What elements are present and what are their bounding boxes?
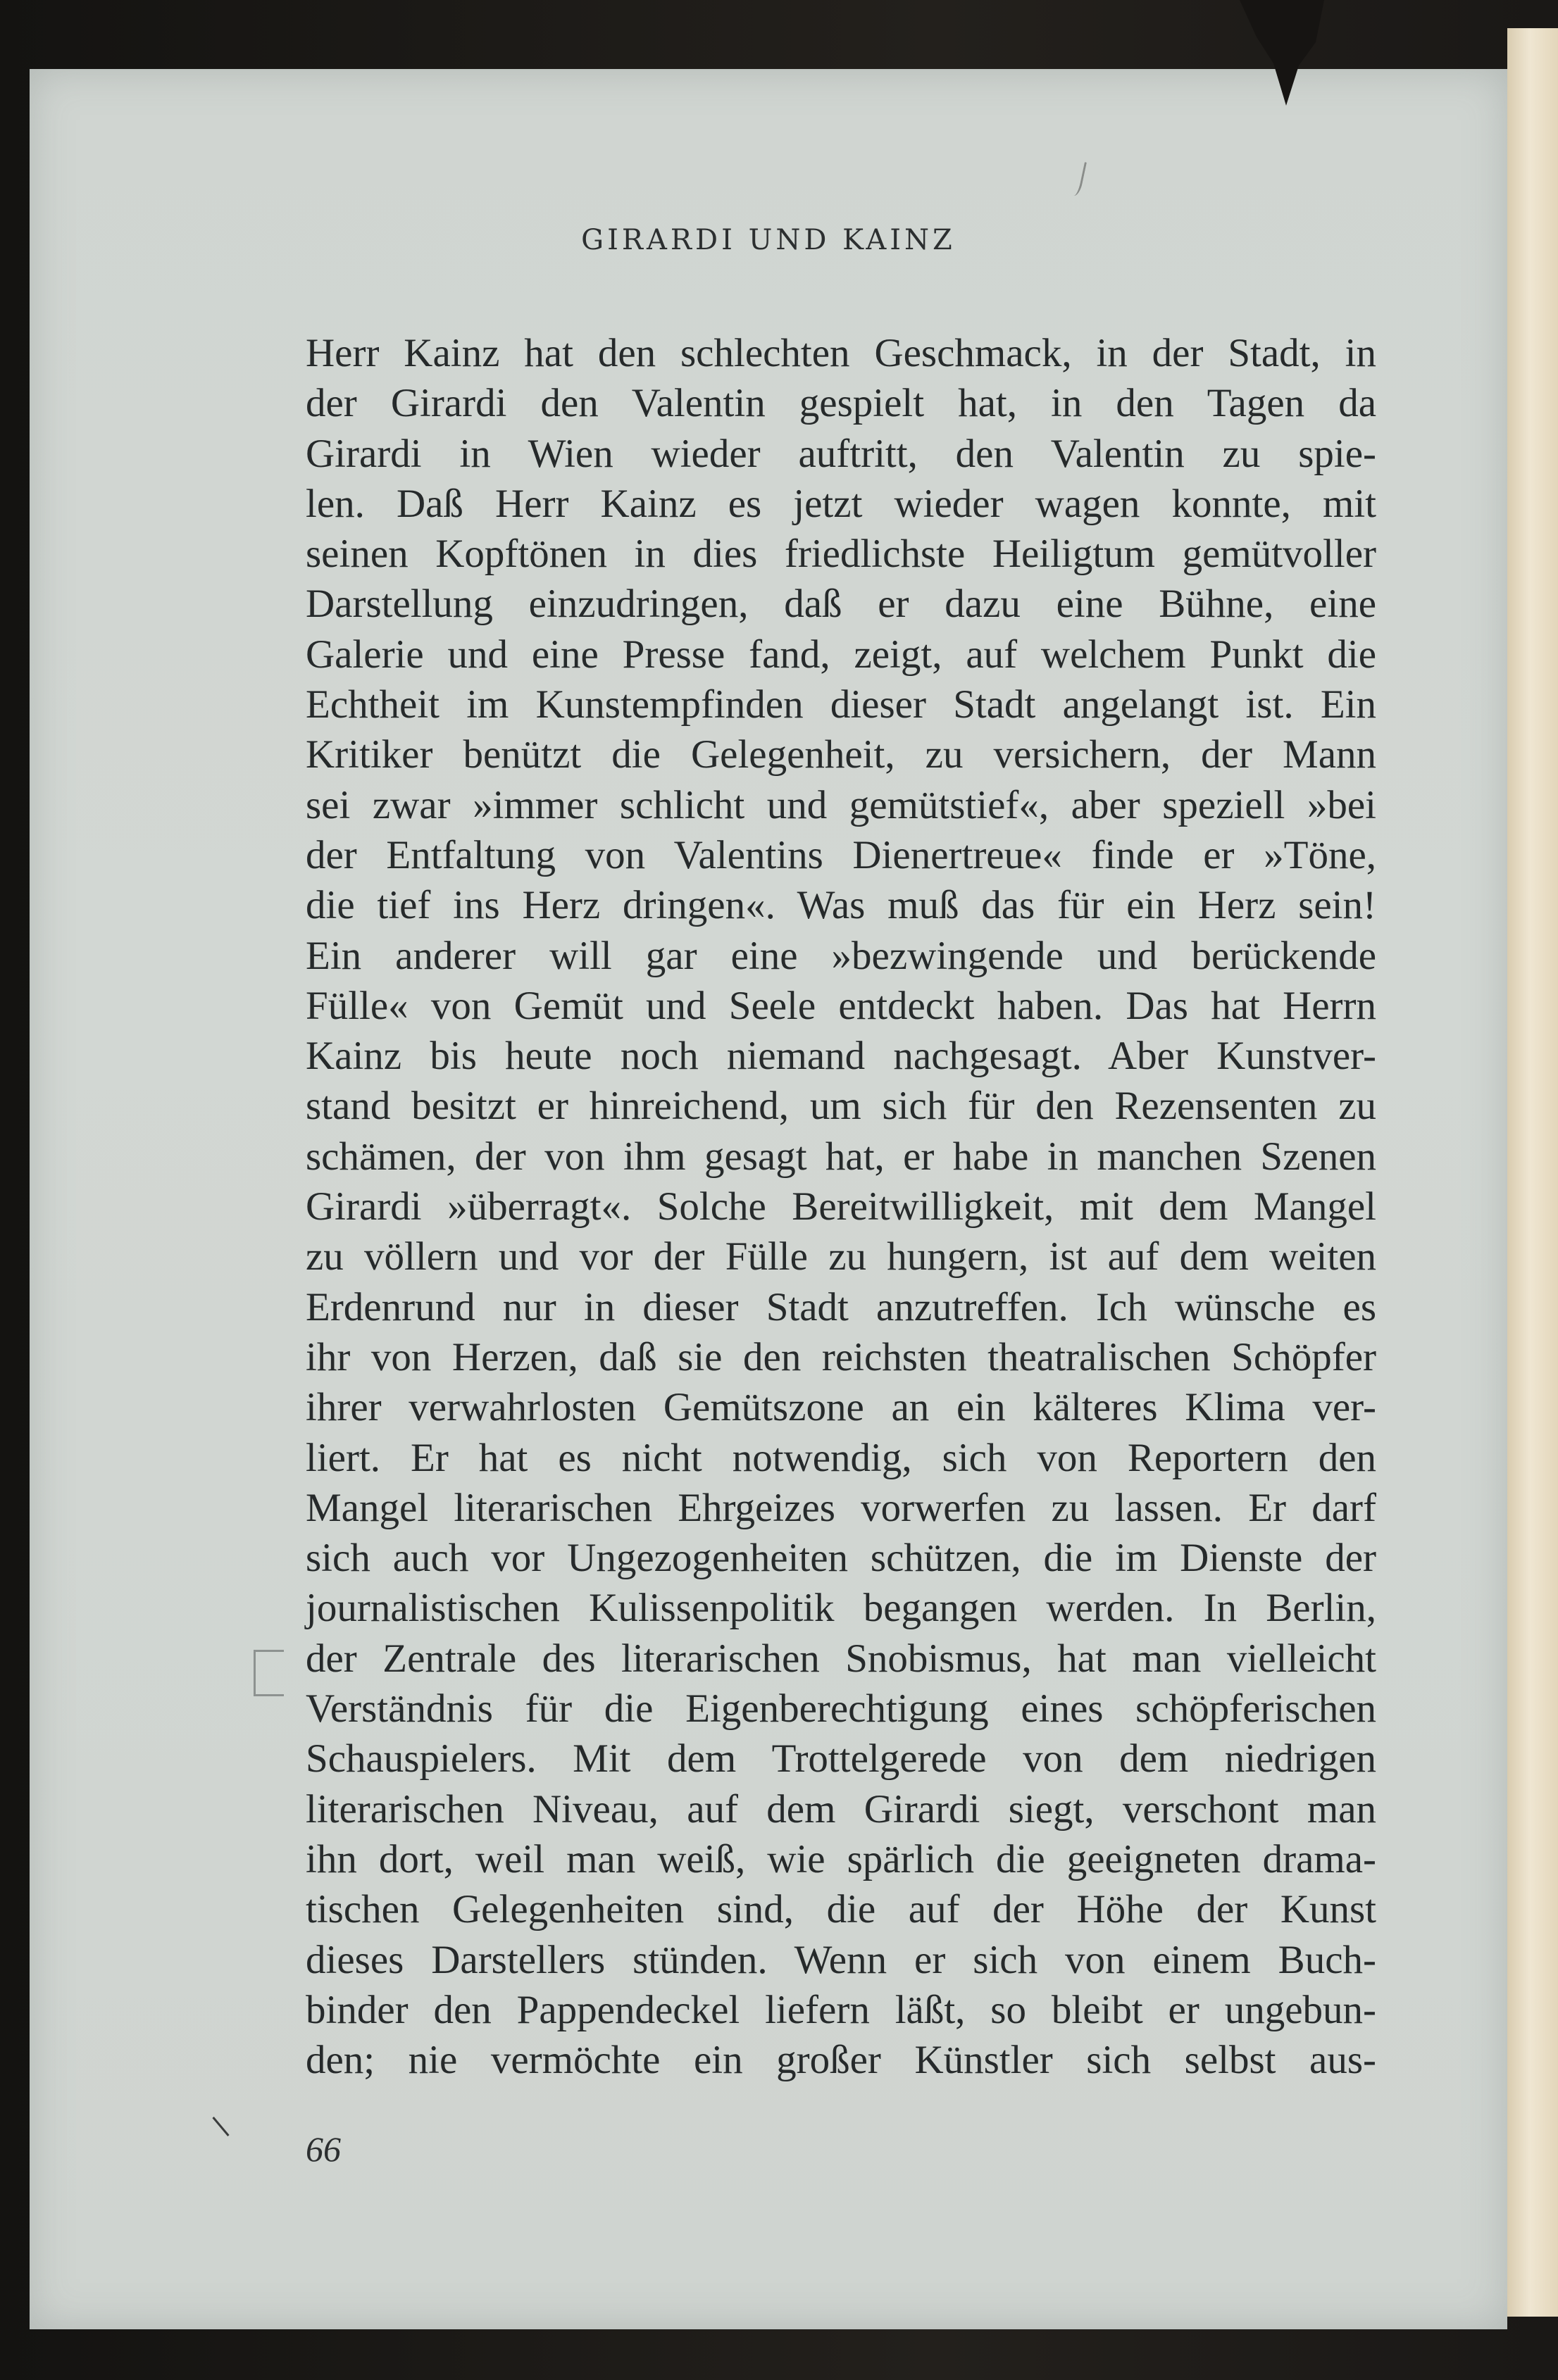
text-line: stand besitzt er hinreichend, um sich für den Rezensenten zu	[306, 1084, 1376, 1129]
running-head: GIRARDI UND KAINZ	[581, 224, 956, 256]
text-line: Erdenrund nur in dieser Stadt anzutreffen. Ich wünsche es	[306, 1284, 1376, 1329]
text-line: literarischen Niveau, auf dem Girardi siegt, verschont man	[306, 1786, 1376, 1831]
text-line: schämen, der von ihm gesagt hat, er habe in manchen Szenen	[306, 1134, 1376, 1179]
text-line: sei zwar »immer schlicht und gemütstief«, aber speziell »bei	[306, 782, 1376, 827]
text-line: zu völlern und vor der Fülle zu hungern, ist auf dem weiten	[306, 1234, 1376, 1279]
text-line: die tief ins Herz dringen«. Was muß das für ein Herz sein!	[306, 883, 1376, 928]
text-line: Girardi in Wien wieder auftritt, den Valentin zu spie-	[306, 431, 1376, 476]
text-line: Kritiker benützt die Gelegenheit, zu versichern, der Mann	[306, 732, 1376, 777]
body-text	[306, 328, 1376, 2085]
text-line: Kainz bis heute noch niemand nachgesagt. Aber Kunstver-	[306, 1034, 1376, 1079]
text-line: liert. Er hat es nicht notwendig, sich von Reportern den	[306, 1435, 1376, 1480]
paper-page	[30, 69, 1507, 2329]
text-line: der Girardi den Valentin gespielt hat, in den Tagen da	[306, 381, 1376, 426]
text-line: seinen Kopftönen in dies friedlichste Heiligtum gemütvoller	[306, 532, 1376, 577]
text-line: Fülle« von Gemüt und Seele entdeckt haben. Das hat Herrn	[306, 983, 1376, 1028]
margin-tick-mark	[212, 2117, 229, 2136]
text-line: journalistischen Kulissenpolitik begangen werden. In Berlin,	[306, 1586, 1376, 1631]
text-line: Verständnis für die Eigenberechtigung eines schöpferischen	[306, 1686, 1376, 1731]
text-line: Herr Kainz hat den schlechten Geschmack, in der Stadt, in	[306, 331, 1376, 375]
text-line: der Zentrale des literarischen Snobismus, hat man vielleicht	[306, 1636, 1376, 1681]
pencil-mark	[1065, 159, 1087, 196]
text-line: tischen Gelegenheiten sind, die auf der Höhe der Kunst	[306, 1887, 1376, 1932]
text-line: ihn dort, weil man weiß, wie spärlich die geeigneten drama-	[306, 1836, 1376, 1881]
margin-bracket-mark	[254, 1650, 284, 1696]
text-line: sich auch vor Ungezogenheiten schützen, die im Dienste der	[306, 1536, 1376, 1581]
text-line: Echtheit im Kunstempfinden dieser Stadt angelangt ist. Ein	[306, 682, 1376, 727]
text-line: Girardi »überragt«. Solche Bereitwilligkeit, mit dem Mangel	[306, 1184, 1376, 1229]
text-line: Galerie und eine Presse fand, zeigt, auf welchem Punkt die	[306, 632, 1376, 677]
text-line: Mangel literarischen Ehrgeizes vorwerfen zu lassen. Er darf	[306, 1485, 1376, 1530]
text-line: ihr von Herzen, daß sie den reichsten theatralischen Schöpfer	[306, 1334, 1376, 1379]
text-line: Schauspielers. Mit dem Trottelgerede von dem niedrigen	[306, 1736, 1376, 1781]
text-line: Darstellung einzudringen, daß er dazu eine Bühne, eine	[306, 582, 1376, 627]
text-line: Ein anderer will gar eine »bezwingende und berückende	[306, 933, 1376, 978]
text-line: binder den Pappendeckel liefern läßt, so bleibt er ungebun-	[306, 1987, 1376, 2032]
next-page-edge	[1507, 28, 1558, 2317]
text-line: ihrer verwahrlosten Gemütszone an ein kälteres Klima ver-	[306, 1385, 1376, 1430]
text-line: den; nie vermöchte ein großer Künstler sich selbst aus-	[306, 2038, 1376, 2083]
text-line: len. Daß Herr Kainz es jetzt wieder wagen konnte, mit	[306, 481, 1376, 526]
page-number: 66	[306, 2129, 341, 2169]
text-line: der Entfaltung von Valentins Dienertreue« finde er »Töne,	[306, 832, 1376, 877]
text-line: dieses Darstellers stünden. Wenn er sich von einem Buch-	[306, 1937, 1376, 1982]
